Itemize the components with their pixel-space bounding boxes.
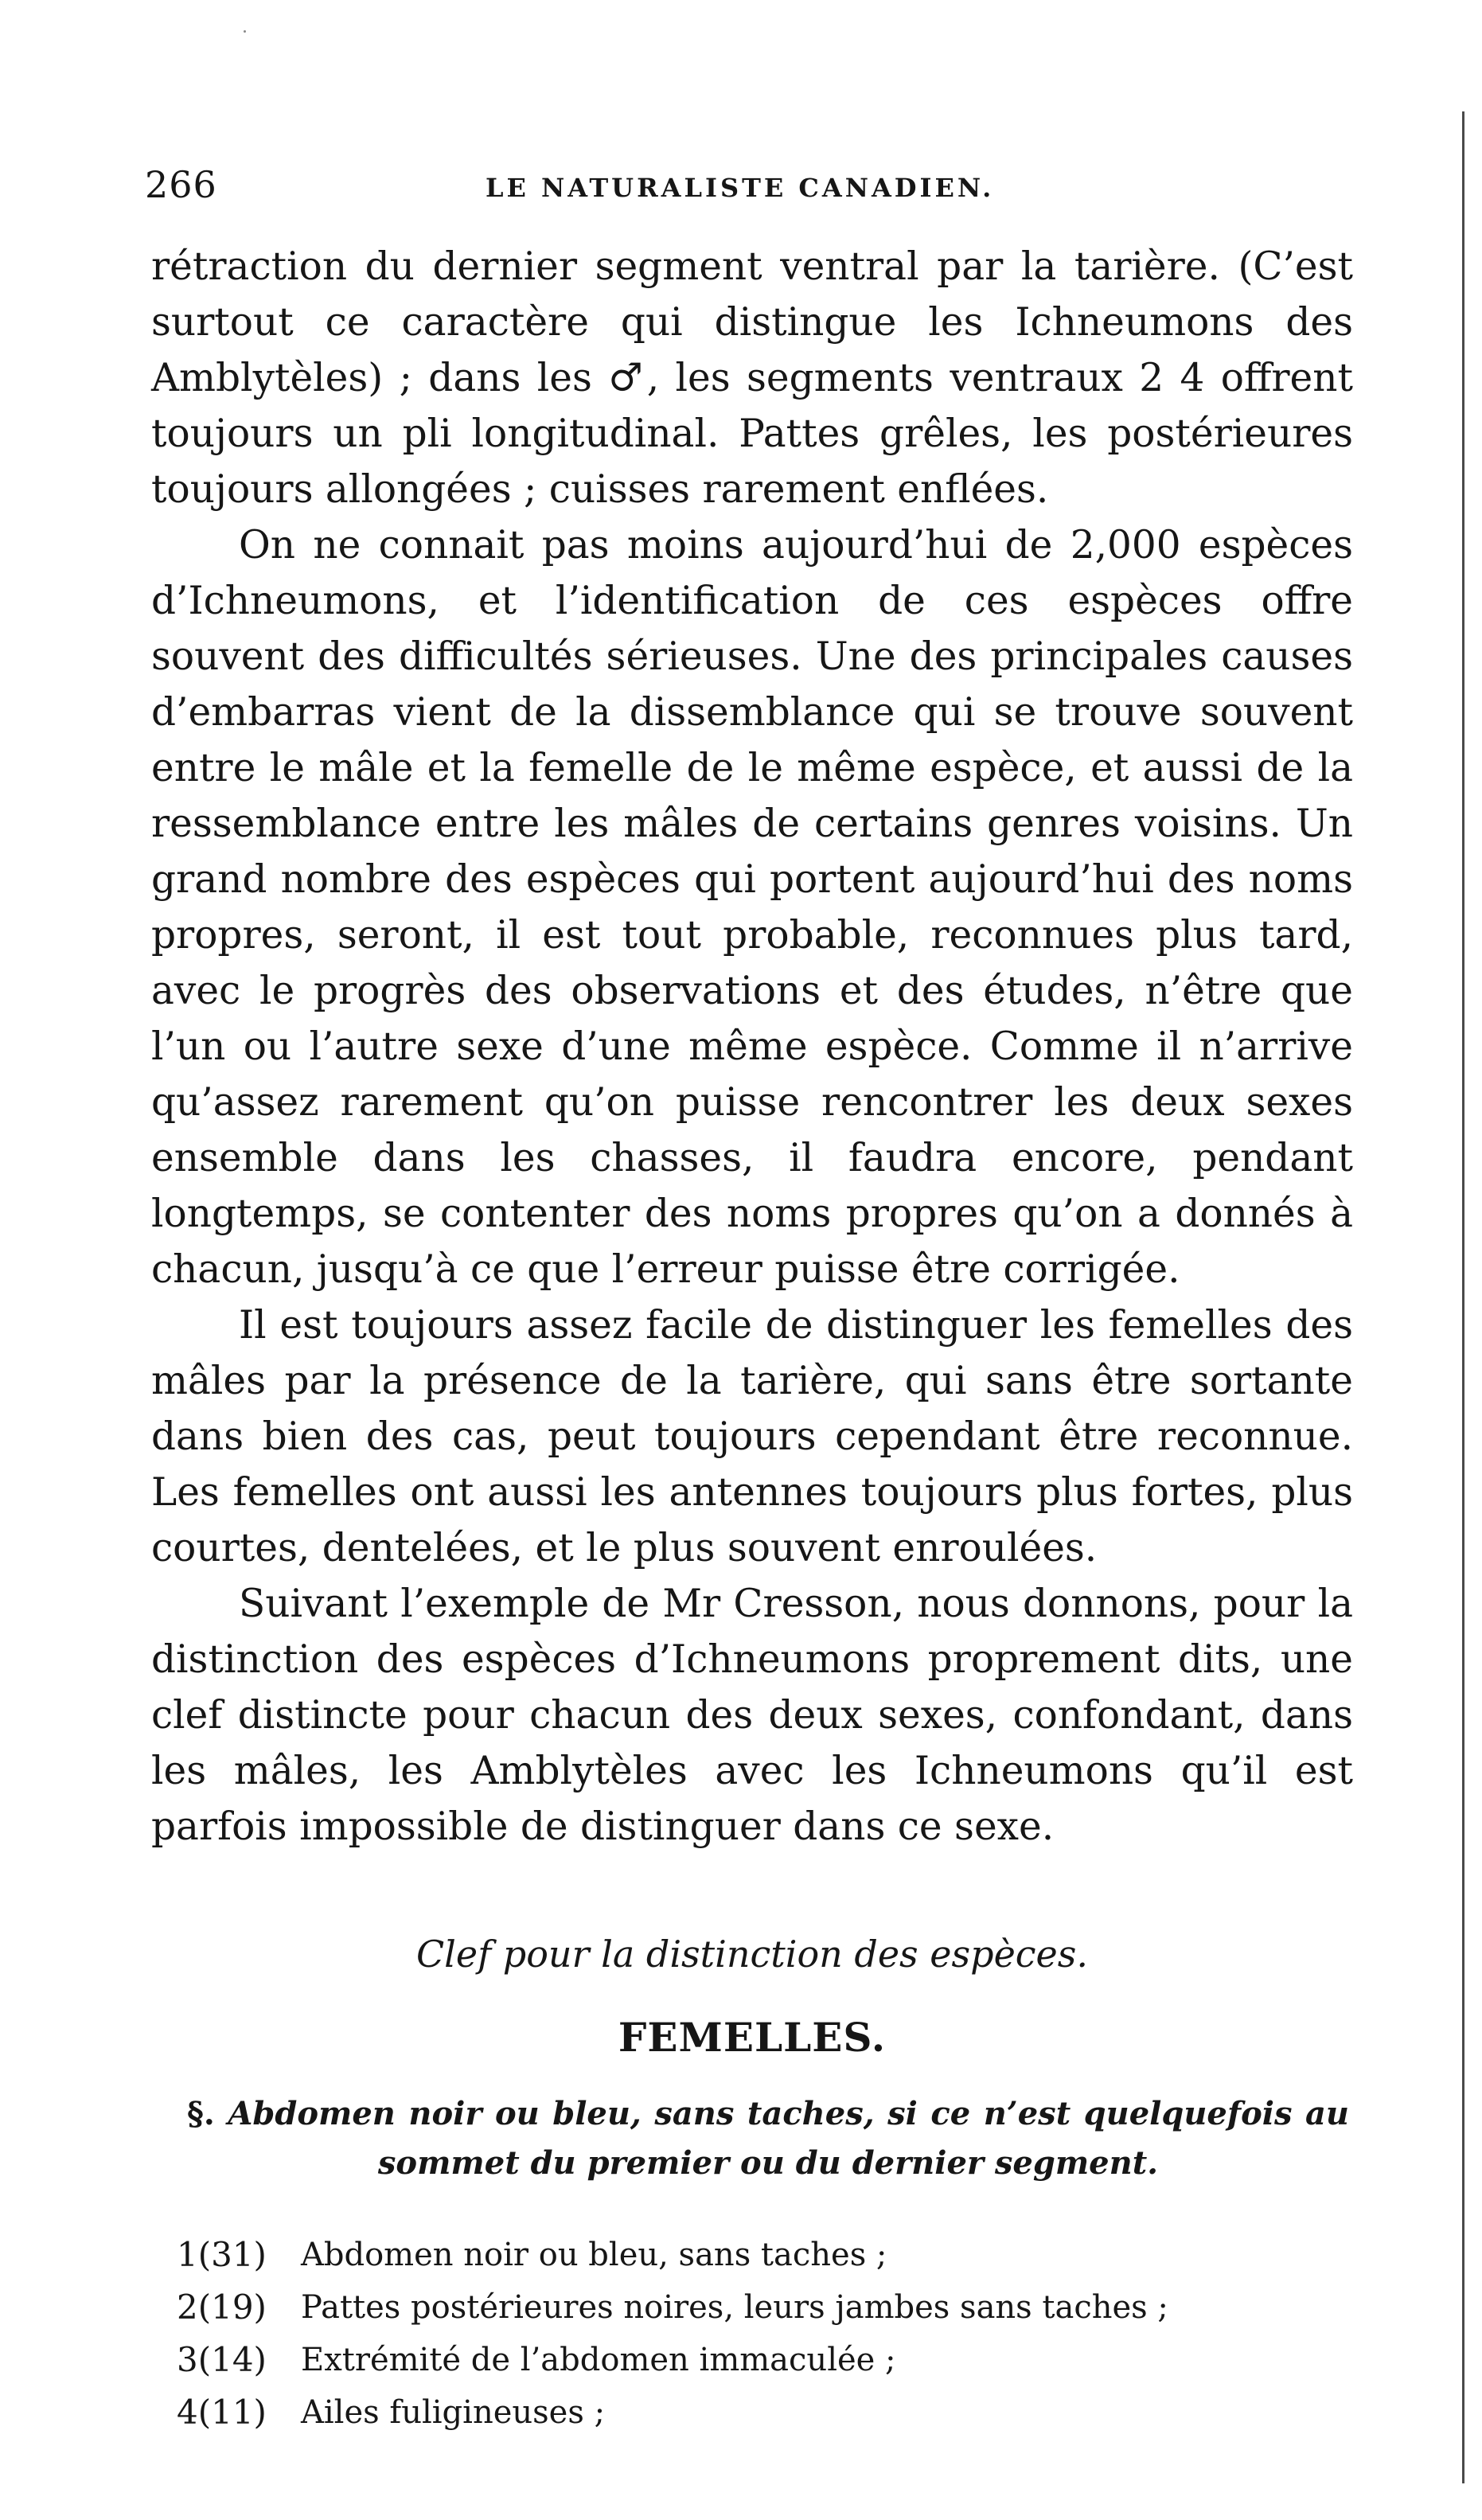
key-item	[177, 2229, 1355, 2281]
paragraph-identification: On ne connait pas moins aujourd’hui de 2,000 espèces d’Ichneumons, et l’identification de ces espèces offre souvent des difficultés sérieuses. Une des principales causes d’embarras vient de la dissemblance qui se trouve souvent entre le mâle et la femelle de le même espèce, et aussi de la ressemblance entre les mâles de certains genres voisins. Un grand nombre des espèces qui portent aujourd’hui des noms propres, seront, il est tout probable, reconnues plus tard, avec le progrès des observations et des études, n’être que l’un ou l’autre sexe d’une même espèce. Comme il n’arrive qu’assez rarement qu’on puisse rencontrer les deux sexes ensemble dans les chasses, il faudra encore, pendant longtemps, se contenter des noms propres qu’on a donnés à chacun, jusqu’à ce que l’erreur puisse être corrigée.	[151, 523, 1353, 1292]
key-item	[177, 2334, 1355, 2386]
print-speck	[244, 30, 246, 33]
body-text	[151, 239, 1353, 1855]
running-title: LE NATURALISTE CANADIEN.	[486, 173, 995, 203]
section-mark: §.	[187, 2095, 215, 2132]
page-header	[145, 163, 1355, 211]
paragraph-femelles: Il est toujours assez facile de distinguer les femelles des mâles par la présence de la tarière, qui sans être sortante dans bien des cas, peut toujours cependant être reconnue. Les femelles ont aussi les antennes toujours plus fortes, plus courtes, dentelées, et le plus souvent enroulées.	[151, 1303, 1353, 1570]
section-heading: FEMELLES.	[618, 2014, 887, 2061]
key-item-text: Extrémité de l’abdomen immaculée ;	[301, 2342, 896, 2378]
page-number: 266	[145, 163, 217, 206]
page-edge-line	[1462, 111, 1464, 2483]
key-item	[177, 2281, 1355, 2334]
key-item-number: 3(14)	[177, 2340, 267, 2379]
key-item-number: 4(11)	[177, 2393, 267, 2432]
key-item-number: 2(19)	[177, 2288, 267, 2327]
paragraph-continuation: rétraction du dernier segment ventral par la tarière. (C’est surtout ce caractère qui distingue les Ichneumons des Amblytèles) ; dans les ♂, les segments ventraux 2 4 offrent toujours un pli longitudinal. Pattes grêles, les postérieures toujours allongées ; cuisses rarement enflées.	[151, 244, 1353, 512]
key-item-number: 1(31)	[177, 2235, 267, 2274]
key-group-heading	[187, 2089, 1349, 2188]
key-item-text: Abdomen noir ou bleu, sans taches ;	[301, 2237, 887, 2273]
key-title: Clef pour la distinction des espèces.	[415, 1933, 1088, 1976]
key-group-text: Abdomen noir ou bleu, sans taches, si ce n’est quelquefois au sommet du premier ou du dernier segment.	[228, 2095, 1349, 2182]
paragraph-cresson: Suivant l’exemple de Mr Cresson, nous donnons, pour la distinction des espèces d’Ichneumons proprement dits, une clef distincte pour chacun des deux sexes, confondant, dans les mâles, les Amblytèles avec les Ichneumons qu’il est parfois impossible de distinguer dans ce sexe.	[151, 1582, 1353, 1849]
key-item-text: Ailes fuligineuses ;	[301, 2394, 606, 2431]
key-item-text: Pattes postérieures noires, leurs jambes sans taches ;	[301, 2289, 1168, 2326]
key-list	[177, 2229, 1355, 2439]
key-item	[177, 2386, 1355, 2439]
